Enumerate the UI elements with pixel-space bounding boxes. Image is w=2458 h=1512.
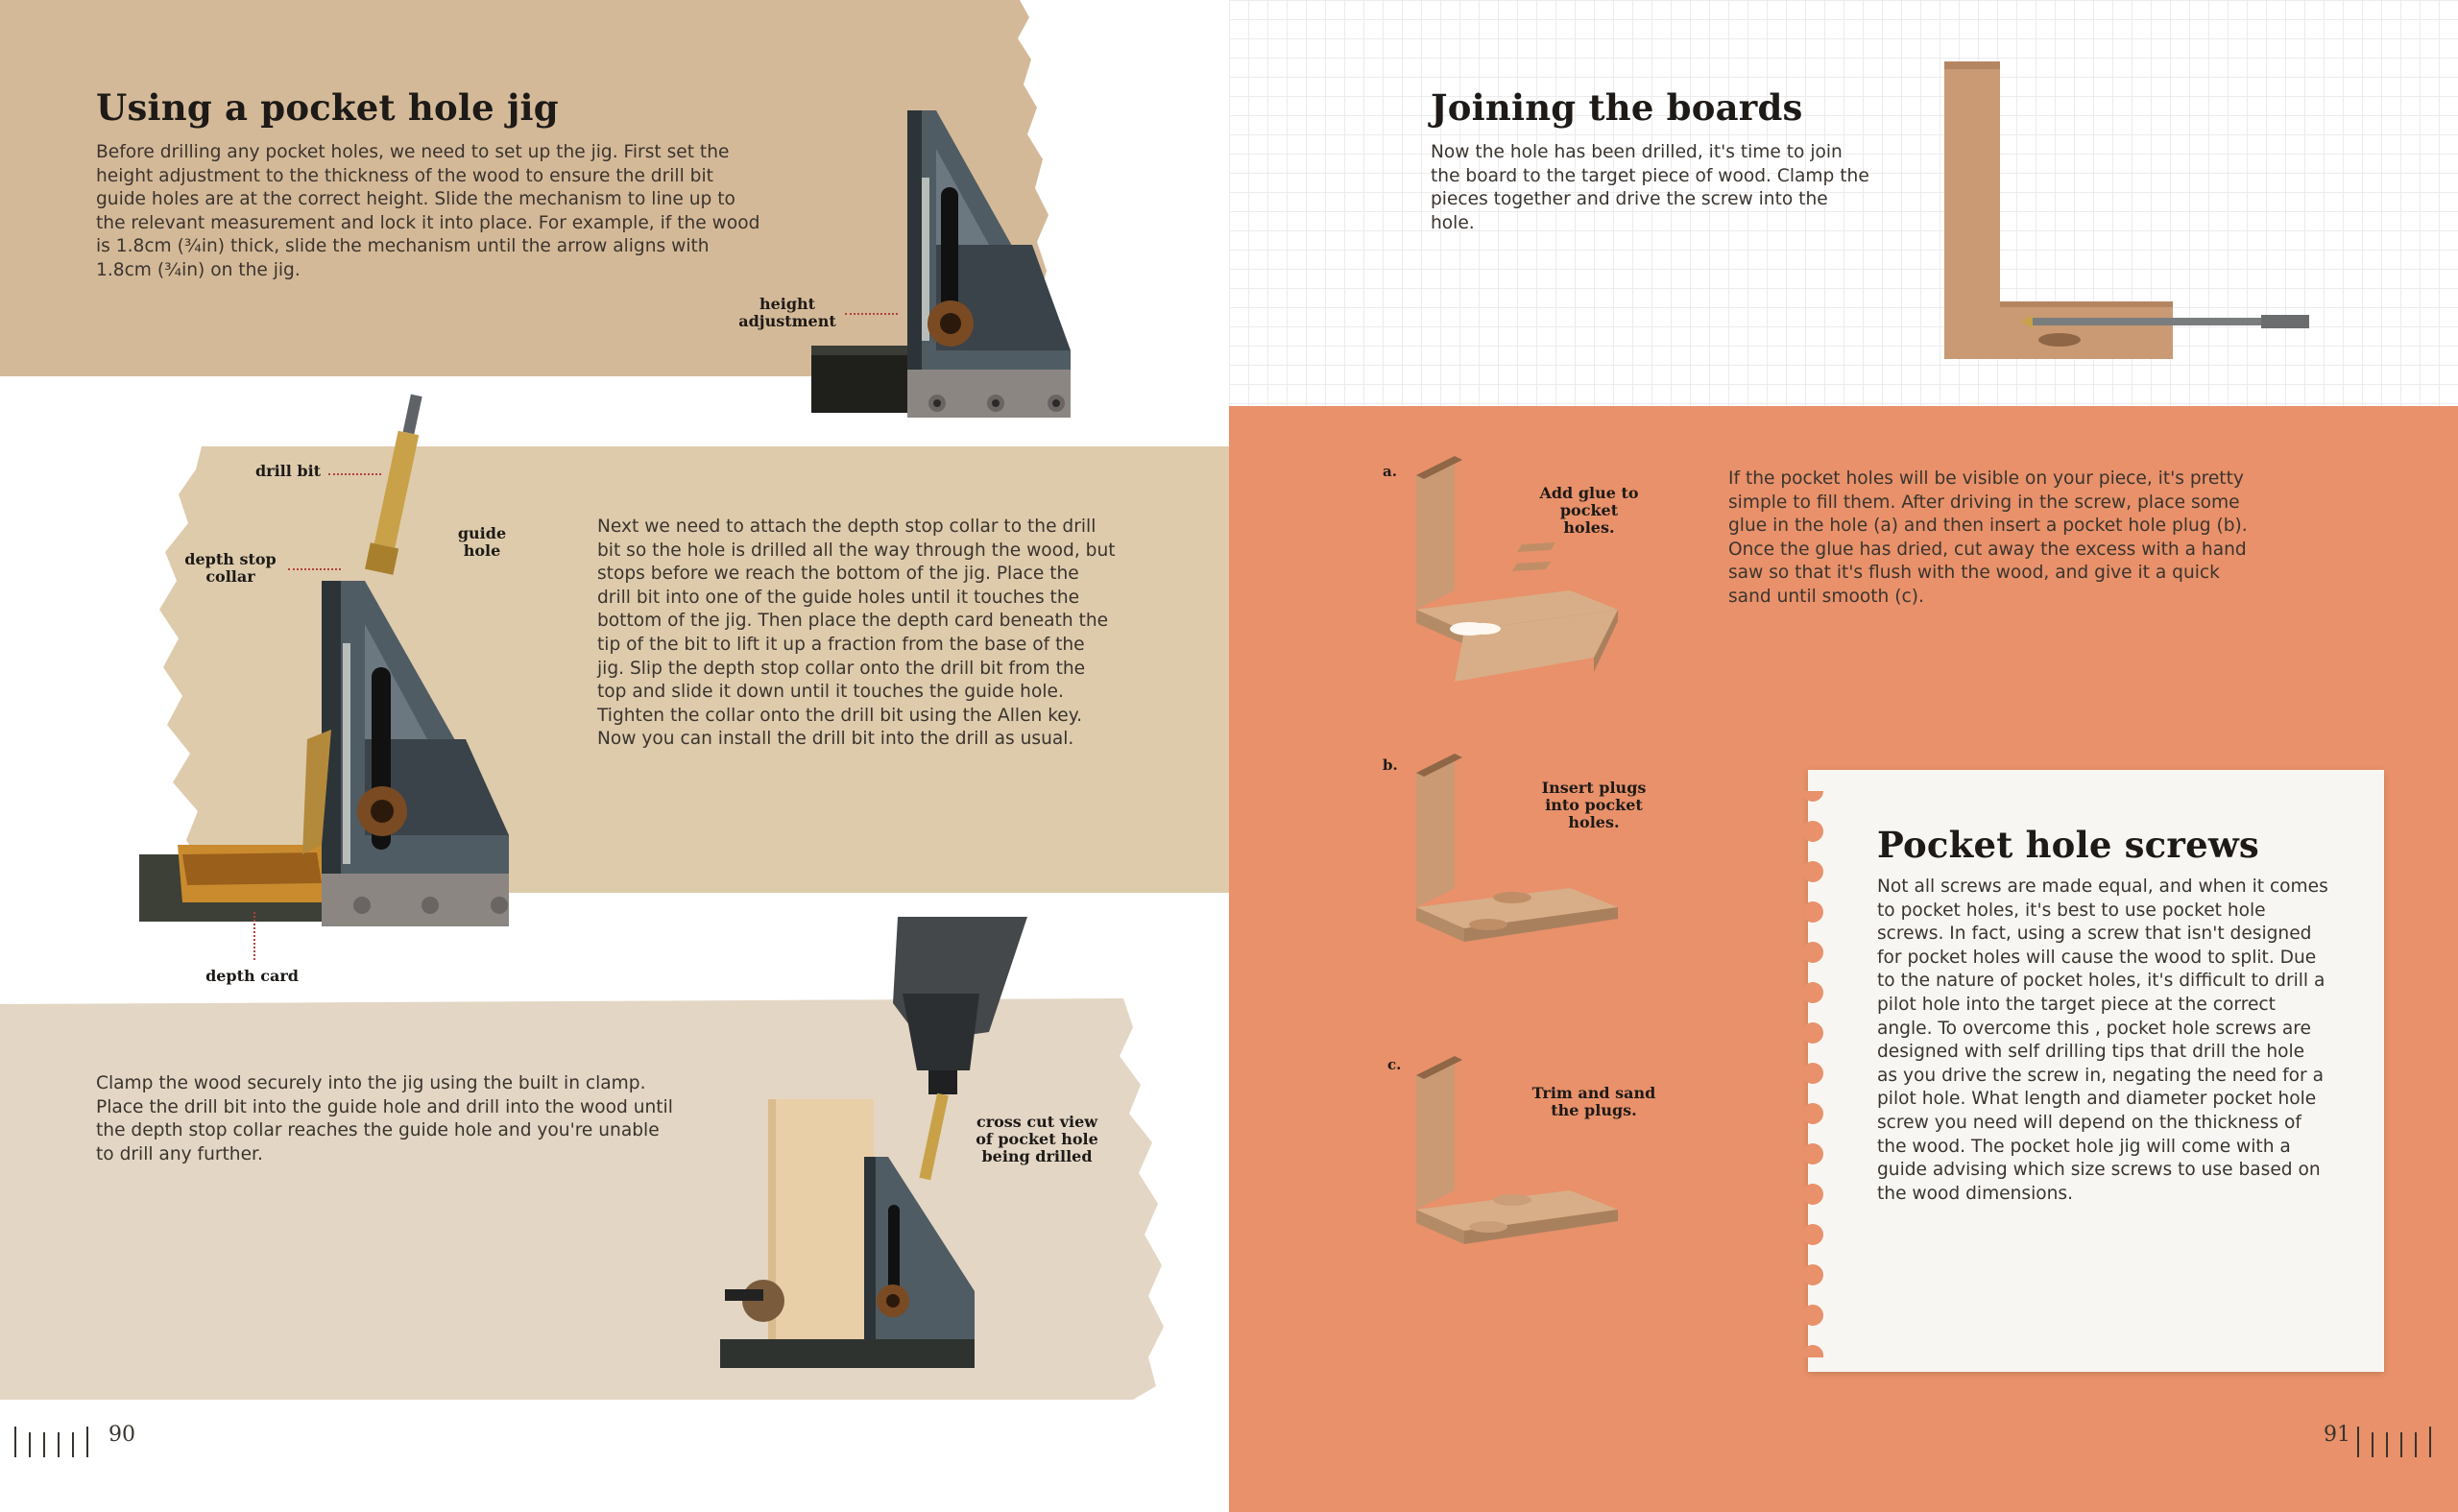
step-a-caption: Add glue to pocket holes. [1539, 484, 1639, 537]
label-cross-cut-view: cross cut view of pocket hole being drilled [976, 1113, 1098, 1165]
label-height-adjustment: height adjustment [738, 295, 836, 330]
step-a-letter: a. [1383, 463, 1397, 480]
section-title-joining-boards: Joining the boards [1431, 86, 1803, 129]
screws-body: Not all screws are made equal, and when it comes to pocket holes, it's best to use pocket hole screws. In fact, using a screw that isn't designed for pocket holes will cause the wood to split. Due to the nature of pocket holes, it's difficult to drill a pilot hole into the target piece at the correct angle. To overcome this , pocket hole screws are designed with self drilling tips that drill the hole as you drive the screw in, negating the need for a pilot hole. What length and diameter pocket hole screw you need will depend on the thickness of the wood. The pocket hole jig will come with a guide advising which size screws to use based on the wood dimensions. [1877, 876, 2328, 1204]
label-depth-stop-collar: depth stop collar [184, 550, 277, 586]
page-ruler-right [2357, 1427, 2444, 1457]
leader-drill-bit [328, 473, 381, 475]
jig-height-illustration [811, 110, 1075, 422]
page-ruler-left [14, 1427, 101, 1457]
section2-body: Next we need to attach the depth stop collar to the drill bit so the hole is drilled all the way through the wood, but stops before we reach the bottom of the jig. Place the drill bit into one of the guide holes until it touches the bottom of the jig. Then place the depth card beneath the tip of the bit to lift it up a fraction from the base of the jig. Slip the depth stop collar onto the drill bit from the top and slide it down until it touches the guide hole. Tighten the collar onto the drill bit using the Allen key. Now you can install the drill bit into the drill as usual. [597, 516, 1116, 750]
leader-depth-stop-collar [288, 568, 341, 570]
page-number-right: 91 [2324, 1423, 2350, 1447]
section-title-pocket-hole-screws: Pocket hole screws [1877, 824, 2259, 866]
label-guide-hole: guide hole [457, 524, 507, 560]
leader-depth-card [253, 912, 255, 960]
plugs-body: If the pocket holes will be visible on your piece, it's pretty simple to fill them. After driving in the screw, place some glue in the hole (a) and then insert a pocket hole plug (b). Once the glue has dried, cut away the excess with a hand saw so that it's flush with the wood, and give it a quick sand until smooth (c). [1728, 468, 2248, 607]
joining-body: Now the hole has been drilled, it's time to join the board to the target piece of wood. Clamp the pieces together and drive the screw into the hole. [1431, 142, 1869, 233]
section1-body: Before drilling any pocket holes, we need to set up the jig. First set the height adjustment to the thickness of the wood to ensure the drill bit guide holes are at the correct height. Slide the mechanism to line up to the relevant measurement and lock it into place. For example, if the wood is 1.8cm (¾in) thick, slide the mechanism until the arrow aligns with 1.8cm (¾in) on the jig. [96, 142, 760, 280]
section-title-pocket-hole-jig: Using a pocket hole jig [96, 86, 559, 129]
page-number-left: 90 [108, 1423, 135, 1447]
step-c-caption: Trim and sand the plugs. [1531, 1084, 1656, 1119]
section3-body: Clamp the wood securely into the jig using the built in clamp. Place the drill bit into the guide hole and drill into the wood until the depth stop collar reaches the guide hole and you're unable to drill any further. [96, 1073, 673, 1164]
spiral-holes [1800, 791, 1825, 1357]
step-b-letter: b. [1383, 756, 1398, 774]
right-page [1229, 0, 2458, 1512]
step-b-caption-visible: Insert plugs into pocket holes. [1541, 779, 1647, 831]
label-depth-card: depth card [205, 967, 299, 985]
label-drill-bit: drill bit [254, 462, 322, 480]
pocket-hole-screws-card [1808, 770, 2384, 1372]
step-c-letter: c. [1387, 1056, 1402, 1073]
joined-boards-illustration [1944, 61, 2458, 369]
leader-height-adjustment [845, 313, 898, 315]
